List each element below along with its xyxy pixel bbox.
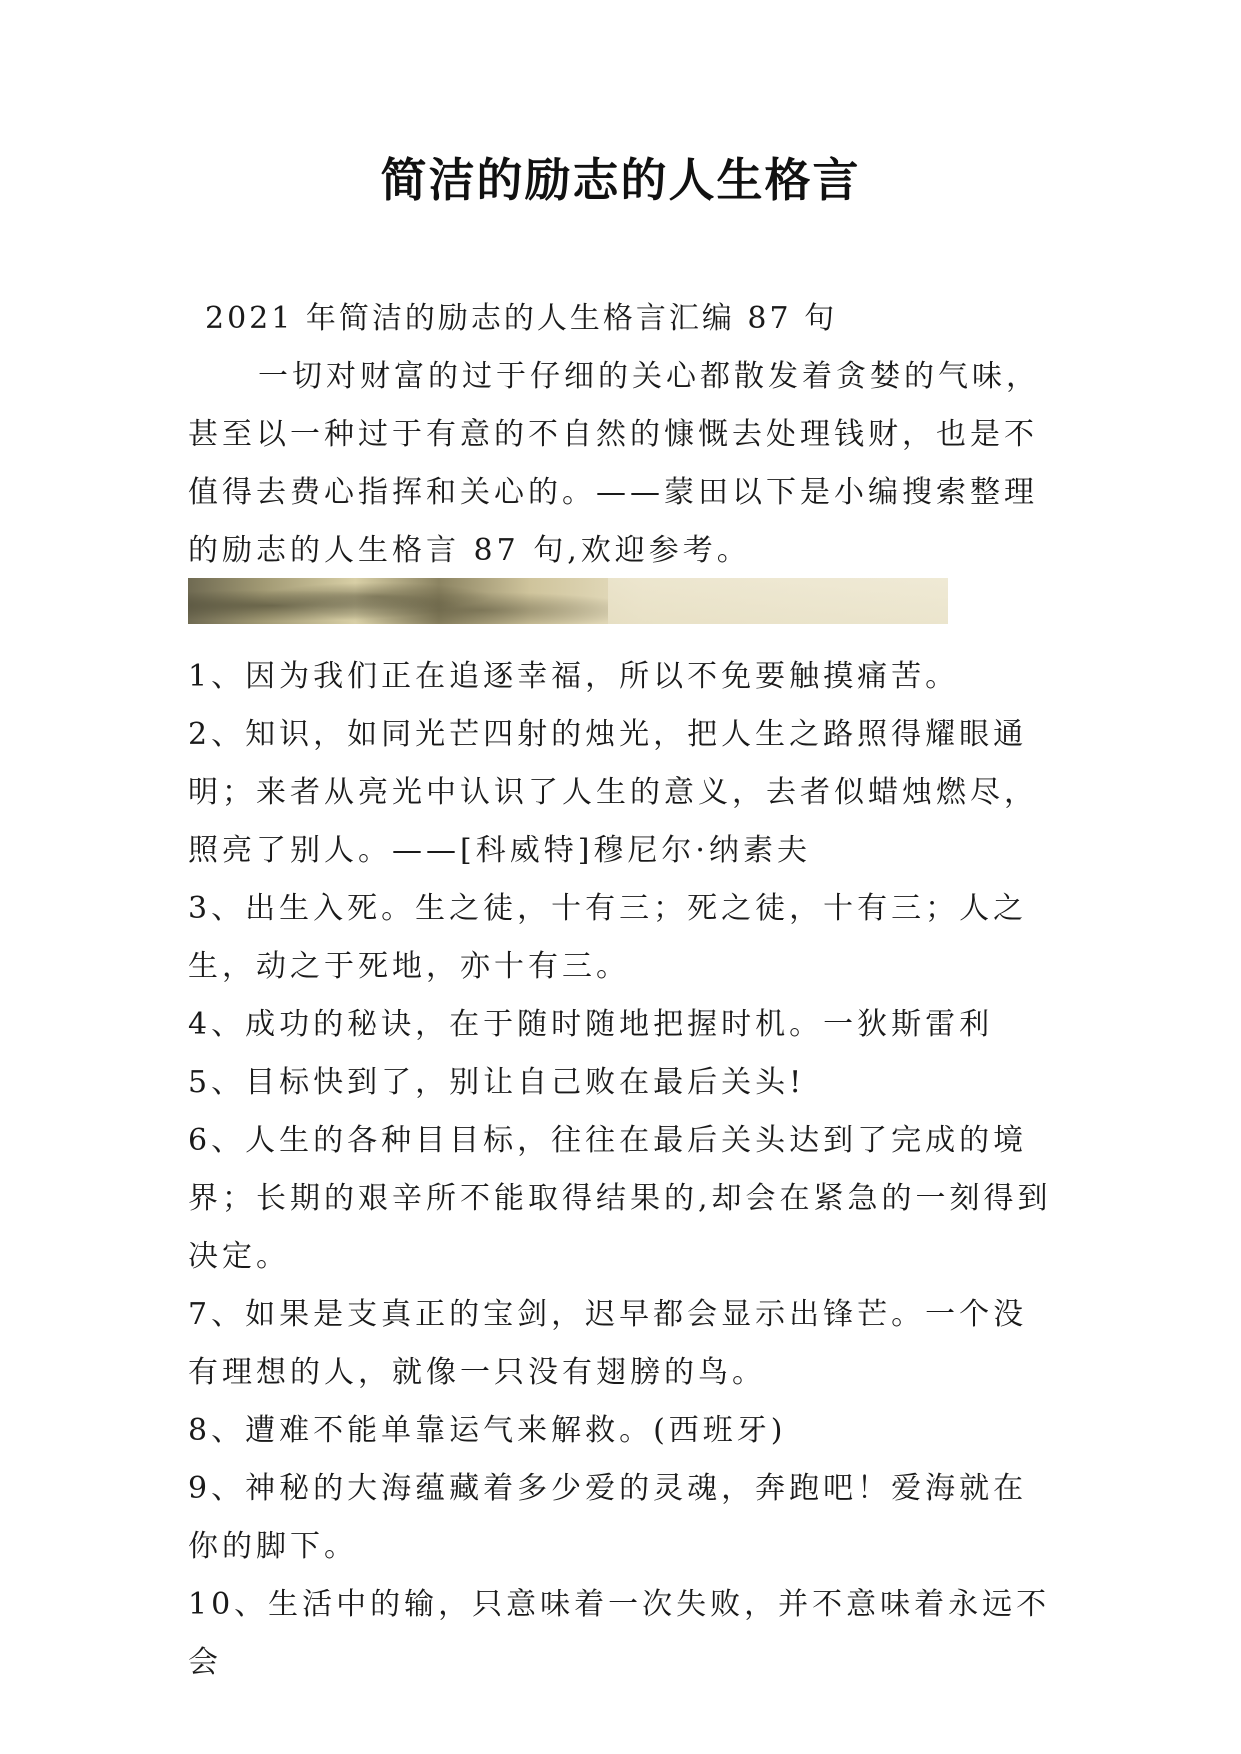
list-item: 7、如果是支真正的宝剑，迟早都会显示出锋芒。一个没有理想的人，就像一只没有翅膀的鸟。	[188, 1297, 1028, 1390]
page-title: 简洁的励志的人生格言	[380, 153, 861, 207]
list-item: 2、知识，如同光芒四射的烛光，把人生之路照得耀眼通明；来者从亮光中认识了人生的意义，去者似蜡烛燃尽，照亮了别人。——[科威特]穆尼尔·纳素夫	[188, 717, 1038, 868]
list-item: 8、遭难不能单靠运气来解救。(西班牙)	[188, 1413, 787, 1448]
landscape-banner-image	[188, 578, 948, 624]
rock-shape	[188, 578, 608, 624]
list-item: 9、神秘的大海蕴藏着多少爱的灵魂，奔跑吧！爱海就在你的脚下。	[188, 1471, 1028, 1564]
list-item: 10、生活中的输，只意味着一次失败，并不意味着永远不会	[188, 1587, 1051, 1680]
list-item: 1、因为我们正在追逐幸福，所以不免要触摸痛苦。	[188, 659, 960, 694]
list-item: 3、出生入死。生之徒，十有三；死之徒，十有三；人之生，动之于死地，亦十有三。	[188, 891, 1028, 984]
list-item: 5、目标快到了，别让自己败在最后关头!	[188, 1065, 806, 1100]
intro-paragraph: 一切对财富的过于仔细的关心都散发着贪婪的气味，甚至以一种过于有意的不自然的慷慨去处理钱财，也是不值得去费心指挥和关心的。——蒙田以下是小编搜索整理的励志的人生格言 87 句,欢迎参考。	[188, 359, 1040, 568]
document-subtitle: 2021 年简洁的励志的人生格言汇编 87 句	[205, 301, 838, 336]
list-item: 6、人生的各种目目标，往往在最后关头达到了完成的境界；长期的艰辛所不能取得结果的,却会在紧急的一刻得到决定。	[188, 1123, 1052, 1274]
sky-area	[608, 578, 948, 624]
list-item: 4、成功的秘诀，在于随时随地把握时机。一狄斯雷利	[188, 1007, 994, 1042]
quote-list	[188, 648, 1058, 1692]
